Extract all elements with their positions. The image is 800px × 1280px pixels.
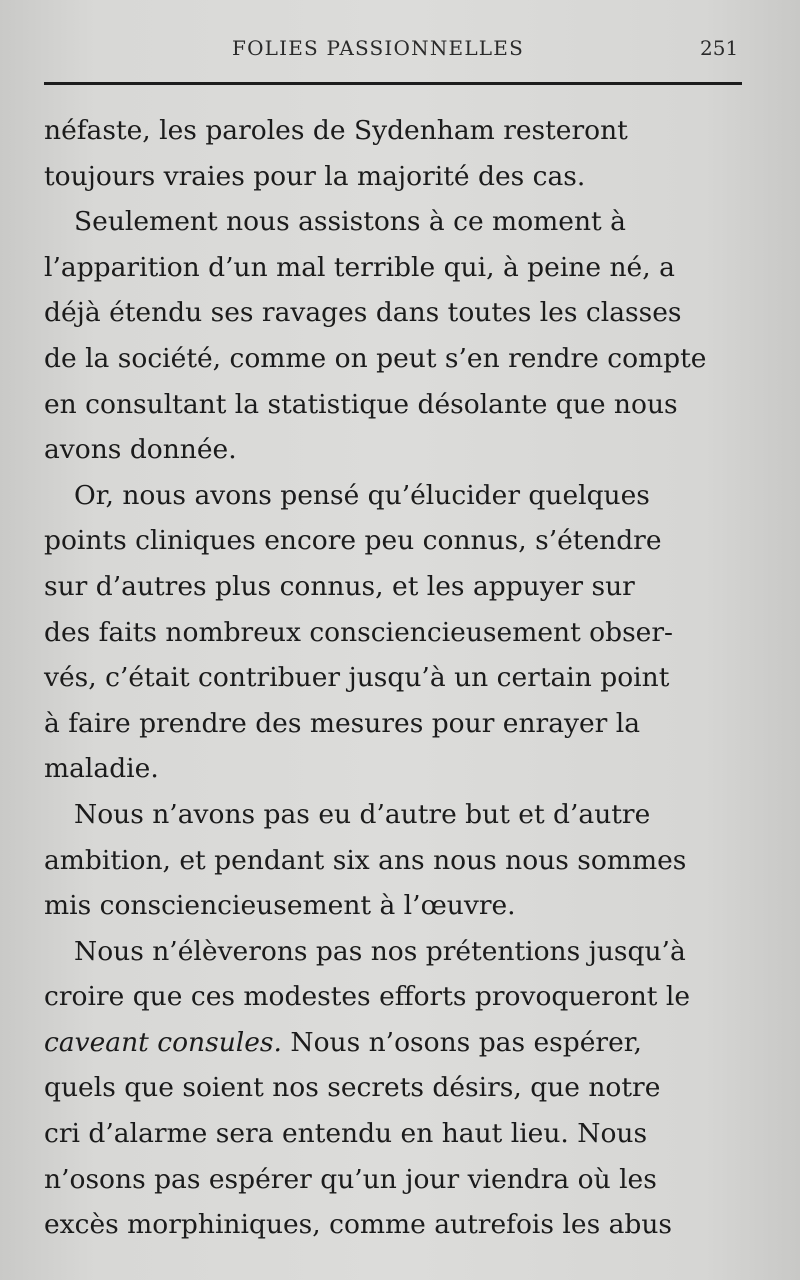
text-line: des faits nombreux consciencieusement obser- xyxy=(44,616,673,648)
text-line: cri d’alarme sera entendu en haut lieu. Nous xyxy=(44,1118,648,1150)
text-line: à faire prendre des mesures pour enrayer la xyxy=(44,707,641,739)
line-remainder: Nous n’osons pas espérer, xyxy=(281,1026,642,1058)
text-line-with-italic xyxy=(44,1020,756,1066)
text-line: avons donnée. xyxy=(44,434,237,466)
text-line: vés, c’était contribuer jusqu’à un certain point xyxy=(44,662,670,694)
text-line: n’osons pas espérer qu’un jour viendra où les xyxy=(44,1163,657,1195)
text-line: néfaste, les paroles de Sydenham resteront xyxy=(44,115,628,146)
text-line: sur d’autres plus connus, et les appuyer sur xyxy=(44,570,635,602)
text-line: mis consciencieusement à l’œuvre. xyxy=(44,890,516,922)
header-rule xyxy=(44,82,742,85)
text-line: croire que ces modestes efforts provoqueront le xyxy=(44,981,691,1013)
body-text xyxy=(44,108,756,1248)
paragraph-start-line: Nous n’avons pas eu d’autre but et d’autre xyxy=(74,798,651,830)
text-line: points cliniques encore peu connus, s’étendre xyxy=(44,525,662,557)
text-line: quels que soient nos secrets désirs, que notre xyxy=(44,1072,661,1104)
paragraph-start-line: Nous n’élèverons pas nos prétentions jusqu’à xyxy=(74,935,686,967)
running-title: FOLIES PASSIONNELLES xyxy=(232,36,524,60)
paragraph-start-line: Or, nous avons pensé qu’élucider quelques xyxy=(74,479,650,511)
text-line: ambition, et pendant six ans nous nous sommes xyxy=(44,844,687,876)
italic-phrase: caveant consules. xyxy=(44,1026,282,1058)
text-line: maladie. xyxy=(44,753,159,785)
paragraph-start-line: Seulement nous assistons à ce moment à xyxy=(74,206,626,238)
running-head xyxy=(0,36,800,66)
text-line: l’apparition d’un mal terrible qui, à peine né, a xyxy=(44,251,675,283)
text-line: toujours vraies pour la majorité des cas. xyxy=(44,160,586,192)
text-line: en consultant la statistique désolante que nous xyxy=(44,388,678,420)
page-number: 251 xyxy=(700,36,739,60)
text-line: excès morphiniques, comme autrefois les abus xyxy=(44,1209,673,1241)
text-line: de la société, comme on peut s’en rendre compte xyxy=(44,342,707,374)
text-line: déjà étendu ses ravages dans toutes les classes xyxy=(44,297,682,329)
